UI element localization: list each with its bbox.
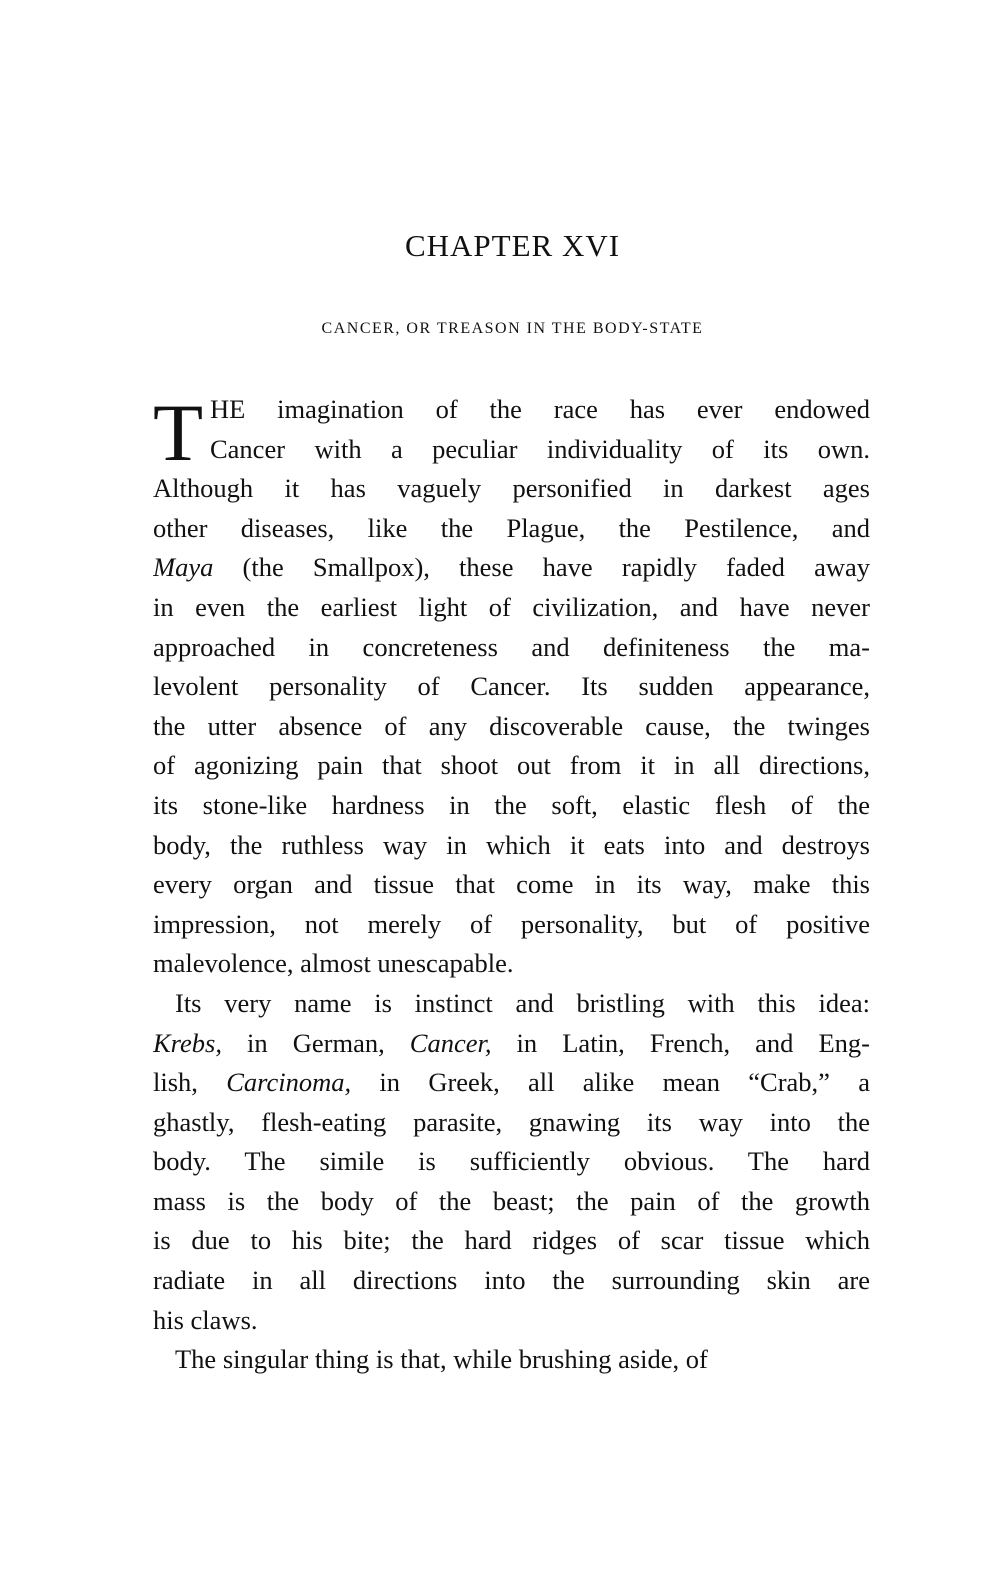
text-segment: Its very name is instinct and bristling with this idea:: [175, 987, 870, 1018]
italic-text: Krebs,: [153, 1027, 222, 1058]
text-segment: of agonizing pain that shoot out from it in all directions,: [153, 750, 870, 781]
text-line: [153, 944, 870, 984]
text-line: [153, 628, 870, 668]
italic-text: Carcinoma,: [226, 1067, 352, 1098]
text-line: [153, 746, 870, 786]
text-segment: in Latin, French, and Eng-: [491, 1027, 870, 1058]
text-segment: malevolence, almost unescapable.: [153, 948, 514, 979]
text-line: [153, 826, 870, 866]
text-segment: body. The simile is sufficiently obvious. The hard: [153, 1146, 870, 1177]
chapter-title: CHAPTER XVI: [404, 228, 621, 263]
text-line: [153, 1103, 870, 1143]
text-line: [153, 1142, 870, 1182]
text-line: [153, 1024, 870, 1064]
text-segment: radiate in all directions into the surrounding skin are: [153, 1265, 870, 1296]
text-line: [153, 667, 870, 707]
text-line: [153, 1301, 870, 1341]
text-line: [153, 430, 870, 470]
text-segment: (the Smallpox), these have rapidly faded away: [213, 552, 870, 583]
italic-text: Cancer,: [409, 1027, 492, 1058]
chapter-subtitle: CANCER, OR TREASON IN THE BODY-STATE: [321, 320, 704, 337]
text-segment: the utter absence of any discoverable cause, the twinges: [153, 710, 870, 741]
text-segment: body, the ruthless way in which it eats into and destroys: [153, 829, 870, 860]
text-line: [153, 865, 870, 905]
text-segment: ghastly, flesh-eating parasite, gnawing its way into the: [153, 1106, 870, 1137]
text-line: [153, 1182, 870, 1222]
text-segment: his claws.: [153, 1304, 258, 1335]
text-segment: in even the earliest light of civilization, and have never: [153, 591, 870, 622]
text-segment: every organ and tissue that come in its way, make this: [153, 869, 870, 900]
text-line: [153, 1063, 870, 1103]
text-segment: HE imagination of the race has ever endowed: [210, 394, 870, 424]
text-segment: is due to his bite; the hard ridges of scar tissue which: [153, 1225, 870, 1256]
text-segment: approached in concreteness and definiteness the ma-: [153, 631, 870, 662]
italic-text: Maya: [153, 552, 214, 583]
text-segment: lish,: [153, 1067, 227, 1098]
text-segment: mass is the body of the beast; the pain of the growth: [153, 1185, 870, 1216]
text-segment: its stone-like hardness in the soft, elastic flesh of the: [153, 789, 870, 820]
text-segment: other diseases, like the Plague, the Pestilence, and: [153, 512, 870, 543]
text-segment: in Greek, all alike mean “Crab,” a: [351, 1067, 870, 1098]
text-line: [153, 786, 870, 826]
text-line: [153, 984, 870, 1024]
text-segment: The singular thing is that, while brushing aside, of: [175, 1344, 708, 1375]
text-line: [153, 1340, 870, 1380]
text-segment: in German,: [221, 1027, 410, 1058]
text-line: [153, 509, 870, 549]
text-line: [153, 905, 870, 945]
text-line: [153, 588, 870, 628]
text-line: [153, 548, 870, 588]
text-segment: levolent personality of Cancer. Its sudden appearance,: [153, 671, 870, 702]
body-text: [153, 387, 870, 1380]
text-line: [153, 390, 870, 430]
text-segment: Although it has vaguely personified in darkest ages: [153, 473, 870, 504]
text-line: [153, 1221, 870, 1261]
text-line: [153, 707, 870, 747]
text-segment: impression, not merely of personality, but of positive: [153, 908, 870, 939]
drop-cap: T: [153, 387, 204, 478]
text-line: [153, 469, 870, 509]
text-line: [153, 1261, 870, 1301]
text-segment: Cancer with a peculiar individuality of its own.: [210, 433, 870, 464]
